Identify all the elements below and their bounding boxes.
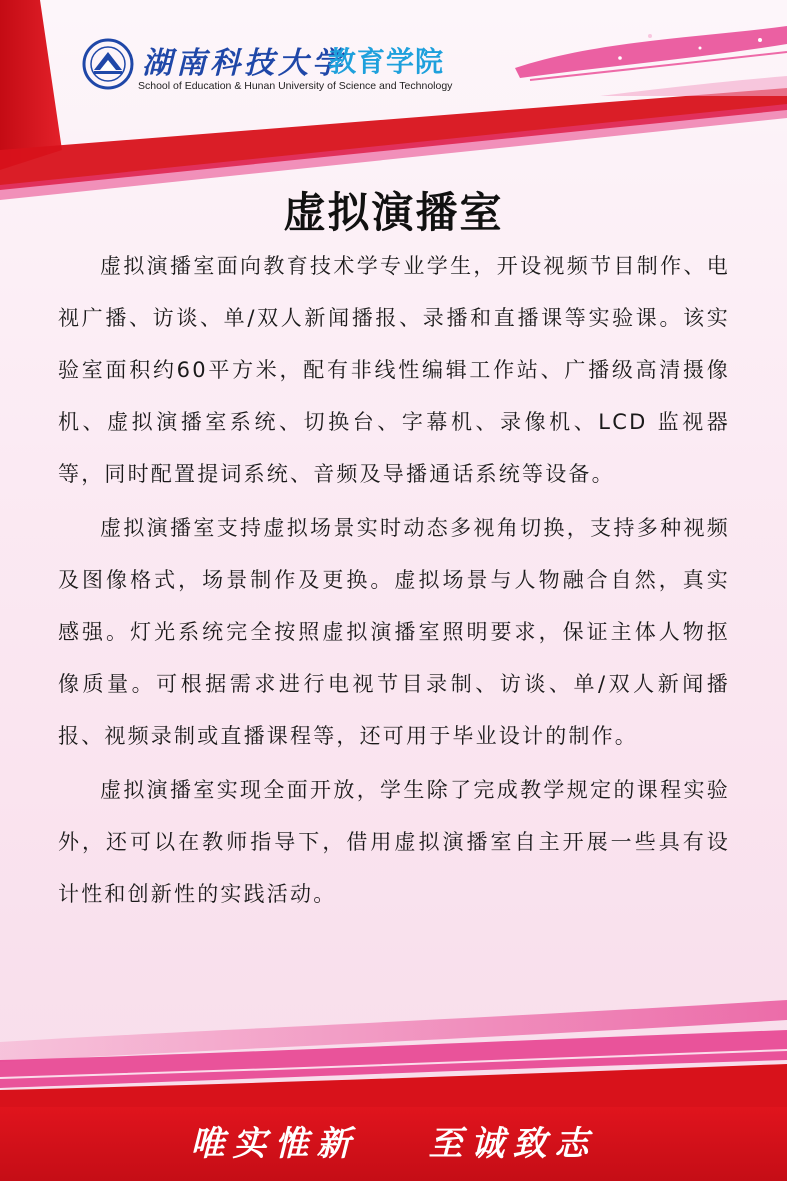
slogan-right: 至诚致志 [428,1124,597,1164]
header-branding [82,36,542,96]
university-logo-icon [82,38,134,90]
school-name: 教育学院 [328,45,445,78]
paragraph-2: 虚拟演播室支持虚拟场景实时动态多视角切换，支持多种视频及图像格式，场景制作及更换。虚拟场景与人物融合自然，真实感强。灯光系统完全按照虚拟演播室照明要求，保证主体人物抠像质量。可根据需求进行电视节目录制、访谈、单/双人新闻播报、视频录制或直播课程等，还可用于毕业设计的制作。 [58,516,730,748]
paragraph-3: 虚拟演播室实现全面开放，学生除了完成教学规定的课程实验外，还可以在教师指导下，借用虚拟演播室自主开展一些具有设计性和创新性的实践活动。 [58,778,730,906]
english-name: School of Education & Hunan University of Science and Technology [138,80,453,92]
page-title: 虚拟演播室 [283,188,504,237]
paragraph-1: 虚拟演播室面向教育技术学专业学生，开设视频节目制作、电视广播、访谈、单/双人新闻播报、录播和直播课等实验课。该实验室面积约60平方米，配有非线性编辑工作站、广播级高清摄像机、虚拟演播室系统、切换台、字幕机、录像机、LCD 监视器等，同时配置提词系统、音频及导播通话系统等设备。 [58,254,730,486]
body-text [58,240,730,920]
university-name: 湖南科技大学 [142,46,346,81]
slogan-left: 唯实惟新 [190,1124,359,1164]
footer-slogan [0,1116,787,1165]
